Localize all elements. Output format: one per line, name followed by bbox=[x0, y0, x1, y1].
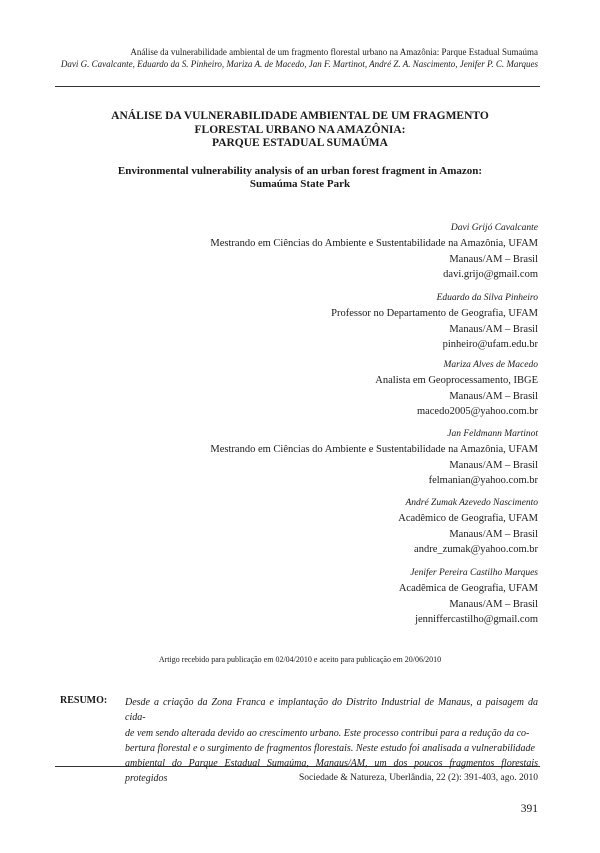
header-rule bbox=[55, 86, 540, 87]
author-email: davi.grijo@gmail.com bbox=[443, 268, 538, 280]
author-affiliation: Acadêmica de Geografia, UFAM bbox=[398, 583, 538, 595]
author-block bbox=[58, 566, 538, 627]
title-pt-line1: ANÁLISE DA VULNERABILIDADE AMBIENTAL DE UM FRAGMENTO bbox=[111, 110, 489, 122]
author-email: andre_zumak@yahoo.com.br bbox=[414, 543, 538, 555]
author-name: Jan Feldmann Martinot bbox=[447, 429, 538, 439]
author-name: André Zumak Azevedo Nascimento bbox=[405, 498, 538, 508]
author-location: Manaus/AM – Brasil bbox=[449, 598, 538, 610]
author-block bbox=[58, 427, 538, 488]
title-english bbox=[60, 165, 540, 191]
running-header-title: Análise da vulnerabilidade ambiental de um fragmento florestal urbano na Amazônia: Parque Estadual Sumaúma bbox=[130, 47, 538, 57]
title-portuguese bbox=[60, 110, 540, 151]
author-affiliation: Mestrando em Ciências do Ambiente e Sustentabilidade na Amazônia, UFAM bbox=[210, 444, 538, 456]
resumo-label: RESUMO: bbox=[60, 695, 108, 706]
journal-citation: Sociedade & Natureza, Uberlândia, 22 (2): 391-403, ago. 2010 bbox=[298, 773, 538, 783]
resumo-line: bertura florestal e o surgimento de fragmentos florestais. Neste estudo foi analisada a vulnerabilidade bbox=[125, 742, 535, 754]
title-pt-line2: FLORESTAL URBANO NA AMAZÔNIA: bbox=[194, 123, 406, 136]
author-location: Manaus/AM – Brasil bbox=[449, 528, 538, 540]
author-email: felmanian@yahoo.com.br bbox=[428, 474, 538, 486]
author-name: Mariza Alves de Macedo bbox=[443, 360, 538, 370]
author-block bbox=[58, 496, 538, 557]
author-location: Manaus/AM – Brasil bbox=[449, 253, 538, 265]
received-note: Artigo recebido para publicação em 02/04/2010 e aceito para publicação em 20/06/2010 bbox=[158, 655, 442, 664]
title-en-line2: Sumaúma State Park bbox=[249, 178, 351, 190]
author-block bbox=[58, 221, 538, 282]
author-name: Eduardo da Silva Pinheiro bbox=[436, 293, 538, 303]
author-block bbox=[58, 358, 538, 419]
page-number: 391 bbox=[520, 803, 538, 815]
author-location: Manaus/AM – Brasil bbox=[449, 459, 538, 471]
footer-rule bbox=[55, 766, 540, 767]
author-email: pinheiro@ufam.edu.br bbox=[442, 338, 538, 350]
author-location: Manaus/AM – Brasil bbox=[449, 323, 538, 335]
resumo-line: ambiental do Parque Estadual Sumaúma, Manaus/AM, um dos poucos fragmentos florestais protegidos bbox=[125, 758, 538, 785]
author-affiliation: Professor no Departamento de Geografia, UFAM bbox=[331, 308, 538, 320]
author-affiliation: Acadêmico de Geografia, UFAM bbox=[398, 513, 538, 525]
title-pt-line3: PARQUE ESTADUAL SUMAÚMA bbox=[212, 137, 388, 149]
running-header-authors: Davi G. Cavalcante, Eduardo da S. Pinheiro, Mariza A. de Macedo, Jan F. Martinot, André Z. A. Nascimento, Jenifer P. C. Marques bbox=[60, 59, 538, 69]
author-email: macedo2005@yahoo.com.br bbox=[416, 405, 538, 417]
title-en-line1: Environmental vulnerability analysis of an urban forest fragment in Amazon: bbox=[117, 165, 483, 177]
resumo-line: Desde a criação da Zona Franca e implantação do Distrito Industrial de Manaus, a paisagem da cida- bbox=[125, 697, 538, 724]
author-affiliation: Analista em Geoprocessamento, IBGE bbox=[375, 375, 538, 387]
author-email: jenniffercastilho@gmail.com bbox=[415, 613, 538, 625]
author-affiliation: Mestrando em Ciências do Ambiente e Sustentabilidade na Amazônia, UFAM bbox=[210, 238, 538, 250]
running-header bbox=[18, 46, 538, 70]
resumo-line: de vem sendo alterada devido ao crescimento urbano. Este processo contribui para a redução da co- bbox=[125, 727, 530, 739]
author-name: Jenifer Pereira Castilho Marques bbox=[410, 568, 538, 578]
author-block bbox=[58, 291, 538, 352]
author-location: Manaus/AM – Brasil bbox=[449, 390, 538, 402]
author-name: Davi Grijó Cavalcante bbox=[450, 223, 538, 233]
